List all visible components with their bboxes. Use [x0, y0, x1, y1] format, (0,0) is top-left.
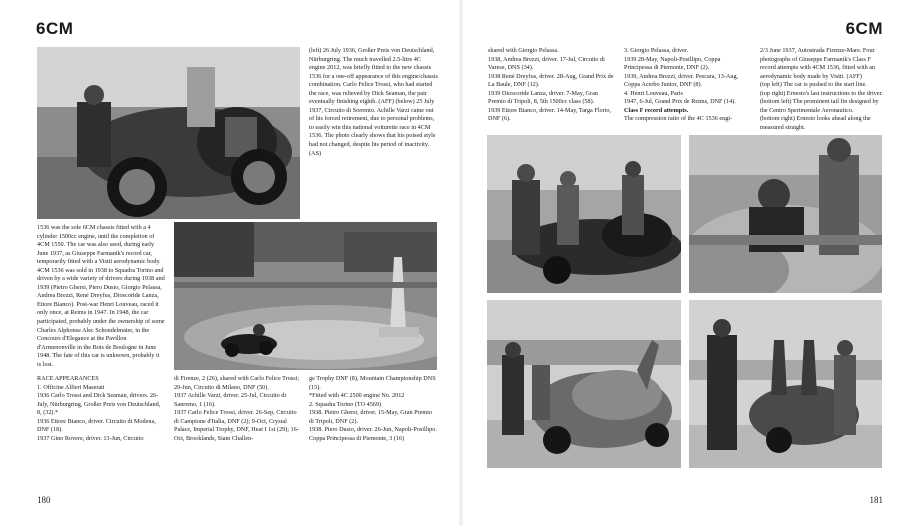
caption-line: (top left) The car is pushed to the start line. — [760, 81, 867, 89]
race-line: 1939 Dioscoride Lanza, driver. 7-May, Gran Premio di Tripoli, 8, 5th 1500cc class (58). — [488, 89, 598, 106]
race-line: di Firenze, 2 (26), shared with Carlo Felice Trossi; 20-Jun, Circuito di Milano, DNF (50). — [174, 375, 300, 391]
photo-record-car-pushed — [487, 135, 681, 293]
race-appearances-col1 — [37, 375, 165, 443]
race-line: 1. Officine Alfieri Maserati — [37, 383, 105, 391]
caption-line: (bottom right) Ernesto looks ahead along the measured straight. — [760, 115, 871, 131]
right-col1 — [488, 47, 616, 124]
photo-driver-instructions — [689, 135, 882, 293]
photo-ernesto-measured-straight — [689, 300, 882, 468]
race-line: 1939 Ettore Bianco, driver. 14-May, Targa Florio, DNF (6). — [488, 106, 612, 123]
photo-racecar-mechanic — [37, 47, 300, 219]
race-line: *Fitted with 4C 2500 engine No. 2012 — [309, 392, 405, 400]
race-line: 2. Squadra Torino (TO 4569) — [309, 400, 382, 408]
photo-tail-fin — [487, 300, 681, 468]
caption-line: 2/3 June 1937, Autostrada Firenze-Mare. Four photographs of Giuseppe Farmanik's Class F record attempts with 4CM 1536, fitted with an aerodynamic body made by Vistti. (AFF) — [760, 47, 876, 80]
race-line: 1937 Achille Varzi, driver. 25-Jul, Circuito di Sanremo, 1 (16). — [174, 392, 287, 408]
race-line: 1936 Carlo Trossi and Dick Seaman, drivers. 26-July, Nürburgring, Großer Preis von Deutschland, 8, (32).* — [37, 392, 161, 417]
race-line: The compression ratio of the 4C 1536 engi- — [624, 115, 733, 123]
right-col2 — [624, 47, 750, 124]
race-line: 1937 Gino Rovere, driver. 13-Jun, Circuito — [37, 434, 144, 442]
right-page-number: 181 — [869, 495, 883, 505]
body-text — [37, 224, 165, 369]
race-line: 4. Henri Louveau, Paris — [624, 89, 683, 97]
page-gutter — [458, 0, 464, 526]
body-paragraph-1: 1536 was the sole 6CM chassis fitted with a 4 cylinder 1500cc engine, until the completion of 4CM 1550. The car was also used, during early June 1937, as Giuseppe Farmanik's record car, temporarily fitted with a Vistti aerodynamic body. — [37, 224, 161, 266]
race-line: 1947, 6-Jul, Grand Prix de Reims, DNF (14). — [624, 98, 736, 106]
race-appearances-col3 — [309, 375, 438, 443]
left-page-header: 6CM — [36, 19, 74, 38]
race-line: 1938. Pietro Ghersi, driver. 15-May, Gran Premio di Tripoli, DNF (2). — [309, 409, 432, 425]
body-paragraph-2: 4CM 1536 was sold in 1938 to Squadra Torino and driven by a wide variety of drivers during 1938 and 1939 (Pietro Ghersi, Piero Dusio, Giorgio Pelassa, Andrea Brezzi, René Dreyfus, Dioscoride Lanza, Ettore Bianco). Post-war Henri Louveau, raced it only once, at Reims in 1947. In 1948, the car participated, probably under the ownership of some Charles Alphonse Alec Schondelmaier, in the Concours d'Elegance at the Pavillon d'Armenonville in the Bois de Boulogne in June 1948. The fate of this car is unknown, probably it is lost. — [37, 266, 165, 368]
race-line: 1937 Carlo Felice Trossi, driver. 26-Sep, Circuito di Campione d'Italia, DNF (2); 9-Oct, Crystal Palace, Imperial Trophy, DNF, Heat I 1st (29); 16-Oct, Brooklands, Siam Challen- — [174, 409, 299, 442]
photo-sorrento-race — [174, 222, 437, 370]
race-line: 1938. Piero Dusio, driver. 26-Jun, Napoli-Posillipo. Coppa Principessa di Piemonte, 3 (16) — [309, 426, 437, 442]
caption-top: (left) 26 July 1936, Großer Preis von Deutschland, Nürburgring. The much travelled 2.5-litre 4C engine 2012, was briefly fitted to the new chassis 1536 for a one-off appearance of this engine/chassis combination. Carlo Felice Trossi, who had started the race, was relieved by Dick Seaman, the pair eventually finishing eighth. (AFF) (below) 25 July 1937, Circuito di Sorrento. Achille Varzi came out of his forced retirement, due to personal problems, to easily win this national voiturette race in 4CM 1536. The photo clearly shows that his poised style had not changed, despite his period of inactivity. (AS) — [309, 47, 438, 157]
section-heading: Class F record attempts. — [624, 106, 689, 114]
race-line: 1938 René Dreyfus, driver. 28-Aug, Grand Prix de La Baule, DNF (12). — [488, 72, 614, 89]
caption-line: (top right) Ernesto's last instructions to the driver. — [760, 89, 883, 97]
caption-line: (bottom left) The prominent tail fin designed by the Centro Sperimentale Aeronautico. — [760, 98, 879, 114]
race-line: shared with Giorgio Pelassa. — [488, 47, 559, 54]
race-line: 1938, Andrea Brezzi, driver. 17-Jul, Circuito di Varese, DNS (34). — [488, 55, 605, 72]
right-page-header: 6CM — [845, 19, 883, 38]
right-caption — [760, 47, 884, 132]
left-page-number: 180 — [37, 495, 51, 505]
race-appearances-col2 — [174, 375, 300, 443]
race-line: 1939, Andrea Brezzi, driver. Pescara, 13-Aug, Coppa Acerbo Junior, DNF (8). — [624, 72, 739, 89]
race-line: 3. Giorgio Pelassa, driver. — [624, 47, 689, 54]
race-line: 1936 Ettore Bianco, driver. Circuito di Modena, DNF (18). — [37, 417, 156, 434]
race-line: ge Trophy DNF (8), Mountain Championship DNS (15). — [309, 375, 436, 391]
race-line: RACE APPEARANCES — [37, 375, 99, 382]
race-line: 1939 28-May, Napoli-Posillipo, Coppa Principessa di Piemonte, DNF (2). — [624, 55, 721, 72]
